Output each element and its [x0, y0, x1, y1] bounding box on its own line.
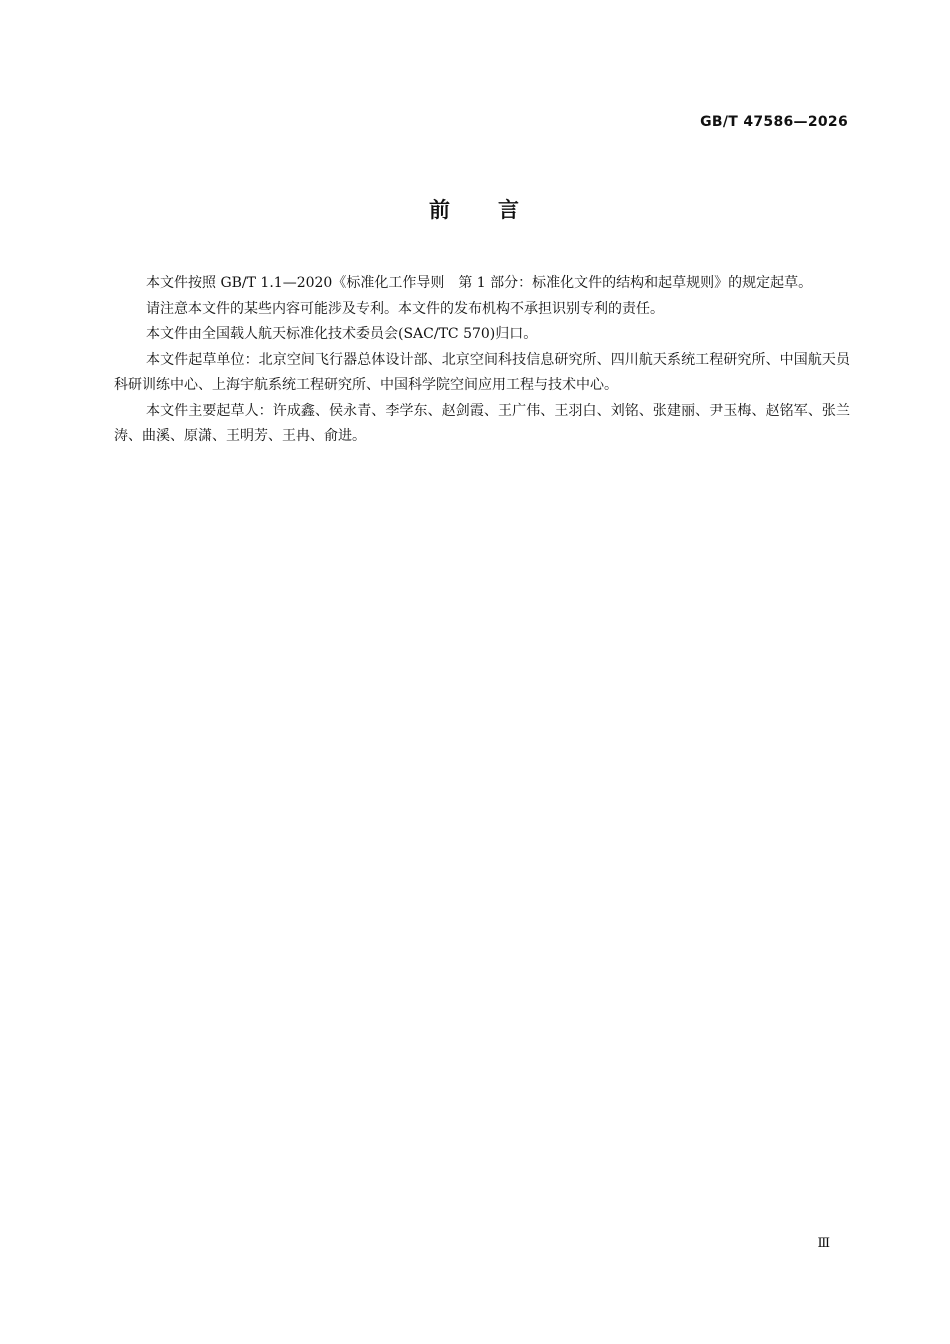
standard-code-header: GB/T 47586—2026: [700, 114, 848, 130]
page-number: Ⅲ: [817, 1236, 829, 1251]
title-char-2: 言: [498, 198, 521, 222]
paragraph-committee: 本文件由全国载人航天标准化技术委员会(SAC/TC 570)归口。: [146, 326, 538, 342]
page-title: [0, 194, 950, 224]
foreword-body: [114, 271, 850, 450]
paragraph-drafters: 本文件主要起草人：许成鑫、侯永青、李学东、赵剑霞、王广伟、王羽白、刘铭、张建丽、尹玉梅、赵铭军、张兰涛、曲溪、原潇、王明芳、王冉、俞进。: [114, 402, 850, 444]
title-char-1: 前: [429, 198, 452, 222]
paragraph-drafting-rules: 本文件按照 GB/T 1.1—2020《标准化工作导则 第 1 部分：标准化文件的结构和起草规则》的规定起草。: [146, 275, 813, 291]
paragraph-drafting-units: 本文件起草单位：北京空间飞行器总体设计部、北京空间科技信息研究所、四川航天系统工程研究所、中国航天员科研训练中心、上海宇航系统工程研究所、中国科学院空间应用工程与技术中心。: [114, 351, 850, 393]
paragraph-patent-notice: 请注意本文件的某些内容可能涉及专利。本文件的发布机构不承担识别专利的责任。: [146, 300, 664, 317]
